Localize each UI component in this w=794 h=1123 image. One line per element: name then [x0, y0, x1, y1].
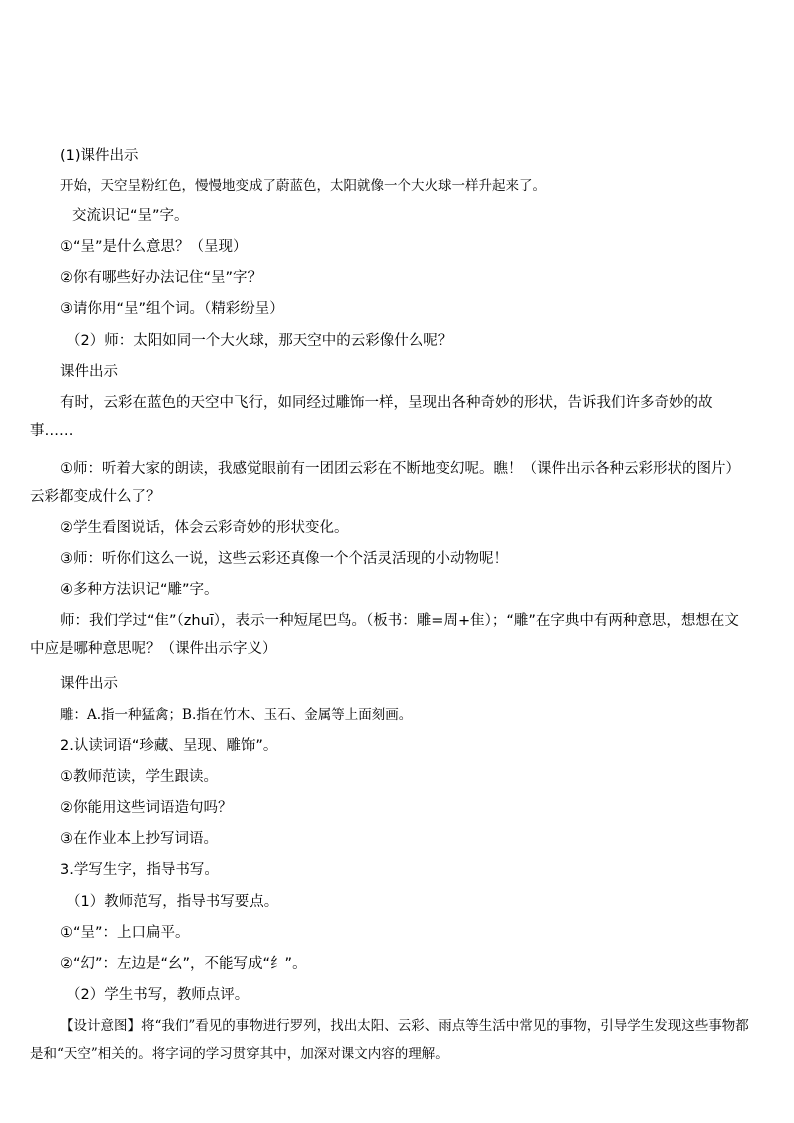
text-line: ④多种方法识记“雕”字。	[60, 582, 219, 598]
text-paragraph: 有时，云彩在蓝色的天空中飞行，如同经过雕饰一样，呈现出各种奇妙的形状，告诉我们许多奇妙的故事……	[30, 395, 713, 439]
text-line: ③在作业本上抄写词语。	[60, 831, 218, 847]
text-line: ③师：听你们这么一说，这些云彩还真像一个个活灵活现的小动物呢！	[60, 551, 508, 567]
text-line: ③请你用“呈”组个词。（精彩纷呈）	[60, 301, 284, 317]
text-line: （2）学生书写，教师点评。	[66, 987, 250, 1003]
text-line: ①“呈”是什么意思？（呈现）	[60, 239, 248, 255]
text-line: 课件出示	[60, 364, 118, 380]
courseware-text: 雕：A.指一种猛禽；B.指在竹木、玉石、金属等上面刻画。	[60, 707, 413, 723]
text-line: ②“幻”：左边是“幺”，不能写成“纟”。	[60, 956, 307, 972]
text-line: ②你有哪些好办法记住“呈”字？	[60, 270, 263, 286]
text-paragraph: 师：我们学过“隹”（zhuī），表示一种短尾巴鸟。（板书：雕=周+隹）；“雕”在字典中有两种意思，想想在文中应是哪种意思呢？（课件出示字义）	[30, 613, 739, 657]
text-line: ①“呈”：上口扁平。	[60, 925, 190, 941]
text-line: ②你能用这些词语造句吗？	[60, 800, 233, 816]
text-line: (1)课件出示	[60, 148, 139, 164]
design-intent-paragraph: 【设计意图】将“我们”看见的事物进行罗列，找出太阳、云彩、雨点等生活中常见的事物，引导学生发现这些事物都是和“天空”相关的。将字词的学习贯穿其中，加深对课文内容的理解。	[30, 1018, 749, 1062]
text-line: 3.学写生字，指导书写。	[60, 862, 219, 878]
text-line: ①教师范读，学生跟读。	[60, 769, 218, 785]
text-paragraph: ①师：听着大家的朗读，我感觉眼前有一团团云彩在不断地变幻呢。瞧！（课件出示各种云彩形状的图片）云彩都变成什么了？	[30, 461, 740, 505]
text-line: 2.认读词语“珍藏、呈现、雕饰”。	[60, 738, 278, 754]
text-line: 课件出示	[60, 676, 118, 692]
text-line: （2）师：太阳如同一个大火球，那天空中的云彩像什么呢？	[66, 333, 453, 349]
courseware-text: 开始，天空呈粉红色，慢慢地变成了蔚蓝色，太阳就像一个大火球一样升起来了。	[60, 178, 546, 194]
text-line: （1）教师范写，指导书写要点。	[66, 894, 279, 910]
text-line: ②学生看图说话，体会云彩奇妙的形状变化。	[60, 520, 349, 536]
text-line: 交流识记“呈”字。	[72, 208, 189, 224]
